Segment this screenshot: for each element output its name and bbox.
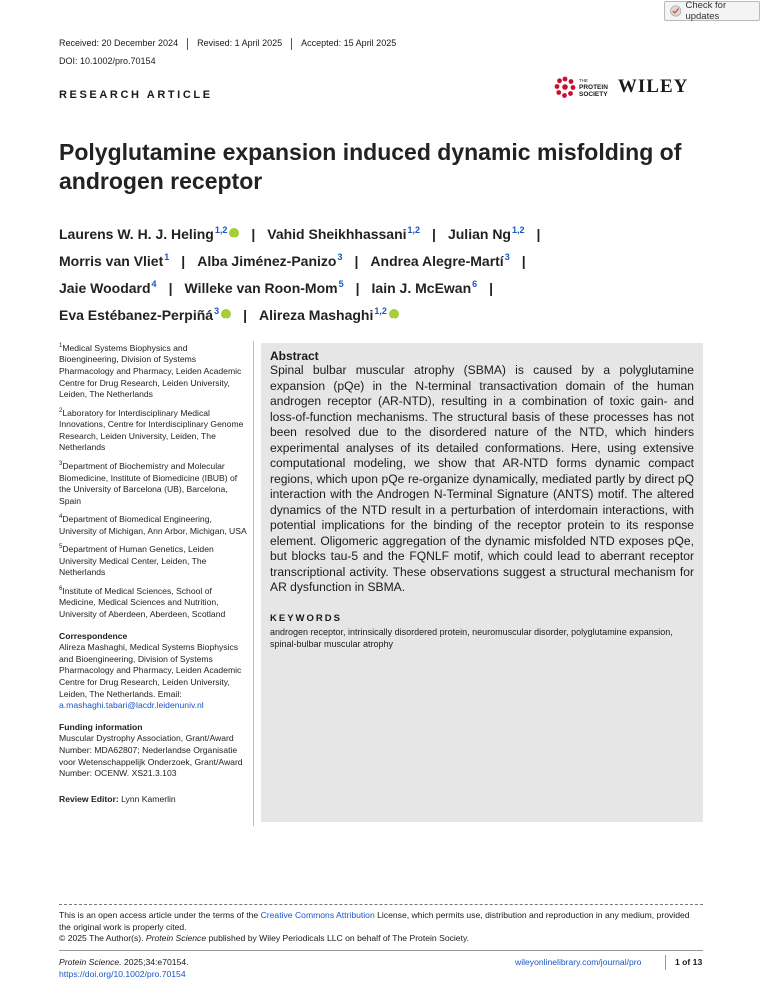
affiliation-item: $^1$Medical Systems Biophysics and Bioengineering, Division of Systems Pharmacology and Pharmacy, Leiden Academic Centre for Drug Research, Leiden University, Leiden, The Netherlands [59,342,242,400]
correspondence-heading: Correspondence [59,630,128,641]
author-affiliation-ref[interactable]: 1,2 [511,225,525,235]
author-affiliation-ref[interactable]: 6 [472,279,478,290]
orcid-icon[interactable] [389,309,399,319]
author-name: Julian Ng$^{1,2}$ [447,225,525,242]
author-name: Alireza Mashaghi$^{1,2}$iD [259,307,399,323]
author-name: Iain J. McEwan$^6$ [371,279,478,296]
society-line1: PROTEIN [579,83,608,91]
author-separator: | [432,225,436,242]
column-divider [253,341,254,826]
author-name: Vahid Sheikhhassani$^{1,2}$ [267,225,421,242]
author-separator: | [354,252,359,269]
author-separator: | [181,252,186,269]
accepted-date: Accepted: 15 April 2025 [291,38,405,50]
author-list [59,219,719,328]
orcid-icon[interactable] [229,228,239,238]
journal-site-link[interactable]: wileyonlinelibrary.com/journal/pro [515,957,642,967]
affiliations [59,341,249,621]
keywords-list: androgen receptor, intrinsically disordered protein, neuromuscular disorder, polyglutamine expansion, spinal-bulbar muscular atrophy [270,627,673,649]
journal-citation: Protein Science. 2025;34:e70154. https://doi.org/10.1002/pro.70154 [59,957,189,979]
author-separator: | [251,225,256,242]
author-separator: | [489,279,494,296]
abstract-box [261,343,703,822]
abstract-body: Spinal bulbar muscular atrophy (SBMA) is caused by a polyglutamine expansion (pQe) in the N-terminal transactivation domain of the human androgen receptor (AR-NTD), resulting in a combination of toxic gain- and loss-of-function mechanisms. The structural basis of these processes has not been resolved due to the disordered nature of the NTD, which hinders experimental analyses of its detailed conformations. Here, using extensive computational modeling, we show that AR-NTD forms dynamic compact regions, which upon pQe re-organize dynamically, mediated partly by direct pQ interaction with the Androgen N-Terminal Signature (ANTS) motif. The altered dynamics of the NTD result in a perturbation of interdomain interactions, with potential implications for the binding of the receptor protein to its response element. Oligomeric aggregation of the dynamic misfolded NTD exposes pQe, but blocks tau-5 and the FQNLF motif, which could lead to aberrant receptor transcriptional activity. These observations suggest a structural mechanism for AR dysfunction in SBMA. [270,363,694,594]
author-name: Willeke van Roon-Mom$^5$ [184,279,344,296]
protein-society-icon [554,76,576,98]
sidebar-info [59,341,249,805]
author-separator: | [243,307,247,324]
page-separator [665,955,666,970]
check-for-updates-label: Check for updates [685,0,727,22]
author-name: Eva Estébanez-Perpiñá$^3$iD [59,307,231,323]
society-the: THE [579,77,588,83]
protein-society-logo [554,76,608,98]
author-separator: | [521,252,526,269]
keywords-heading: KEYWORDS [270,613,342,624]
affiliation-item: $^5$Department of Human Genetics, Leiden University Medical Center, Leiden, The Netherlands [59,544,214,578]
publisher-logos [554,76,688,98]
affiliation-item: $^2$Laboratory for Interdisciplinary Medical Innovations, Centre for Interdisciplinary Genome Research, Leiden University, Leiden, The Netherlands [59,407,244,453]
article-title: Polyglutamine expansion induced dynamic misfolding of androgen receptor [59,139,682,194]
check-for-updates-button[interactable] [664,1,760,21]
author-separator: | [536,225,541,242]
cc-license-link[interactable]: Creative Commons Attribution [260,910,375,920]
doi-link[interactable]: https://doi.org/10.1002/pro.70154 [59,968,186,979]
author-separator: | [168,279,173,296]
author-affiliation-ref[interactable]: 5 [338,279,344,290]
correspondence-text: Alireza Mashaghi, Medical Systems Biophysics and Bioengineering, Division of Systems Pharmacology and Pharmacy, Leiden Academic Centre for Drug Research, Leiden University, Leiden, The Netherlands. Email: a.mashaghi.tabari@lacdr.leidenuniv.nl [59,642,242,711]
correspondence-email-link[interactable]: a.mashaghi.tabari@lacdr.leidenuniv.nl [59,700,204,711]
funding-heading: Funding information [59,721,143,732]
affiliation-item: $^3$Department of Biochemistry and Molecular Biomedicine, Institute of Biomedicine (IBUB) of the University of Barcelona (UB), Barcelona, Spain [59,460,238,506]
orcid-icon[interactable] [221,309,231,319]
author-name: Alba Jiménez-Panizo$^3$ [197,252,343,269]
doi: DOI: 10.1002/pro.70154 [59,56,156,66]
funding-text: Muscular Dystrophy Association, Grant/Award Number: MDA62807; Nederlandse Organisatie voor Wetenschappelijk Onderzoek, Grant/Award Number: OCENW. XS21.3.103 [59,733,243,779]
publication-dates [59,38,405,50]
footer-rule [59,950,703,951]
affiliation-item: $^6$Institute of Medical Sciences, School of Medicine, Medical Sciences and Nutrition, University of Aberdeen, Aberdeen, Scotland [59,585,226,620]
affiliation-item: $^4$Department of Biomedical Engineering, University of Michigan, Ann Arbor, Michigan, USA [59,514,247,536]
society-line2: SOCIETY [579,90,608,98]
author-affiliation-ref[interactable]: 1,2 [374,306,387,317]
page-number: 1 of 13 [675,957,703,967]
author-affiliation-ref[interactable]: 3 [214,306,220,317]
author-affiliation-ref[interactable]: 1,2 [407,225,421,235]
journal-site [515,957,641,967]
author-name: Morris van Vliet$^1$ [59,252,170,269]
author-affiliation-ref[interactable]: 1,2 [214,225,228,235]
author-name: Andrea Alegre-Martí$^3$ [370,252,510,269]
revised-date: Revised: 1 April 2025 [187,38,291,50]
author-affiliation-ref[interactable]: 3 [337,252,343,263]
received-date: Received: 20 December 2024 [59,38,179,48]
review-editor: Review Editor: Lynn Kamerlin [59,793,176,804]
abstract-heading: Abstract [270,349,319,363]
author-affiliation-ref[interactable]: 3 [504,252,510,263]
wiley-logo: WILEY [617,76,689,97]
article-type: RESEARCH ARTICLE [59,89,213,101]
author-separator: | [355,279,360,296]
author-name: Jaie Woodard$^4$ [59,279,157,296]
author-affiliation-ref[interactable]: 1 [164,252,170,263]
author-name: Laurens W. H. J. Heling$^{1,2}$iD [59,226,239,242]
license-note: This is an open access article under the terms of the Creative Commons Attribution License, which permits use, distribution and reproduction in any medium, provided the original work is properly cited. © 2025 The Author(s). Protein Science published by Wiley Periodicals LLC on behalf of The Protein Society. [59,910,690,943]
footer-divider [59,904,703,905]
author-affiliation-ref[interactable]: 4 [151,279,157,290]
update-icon [670,5,681,17]
